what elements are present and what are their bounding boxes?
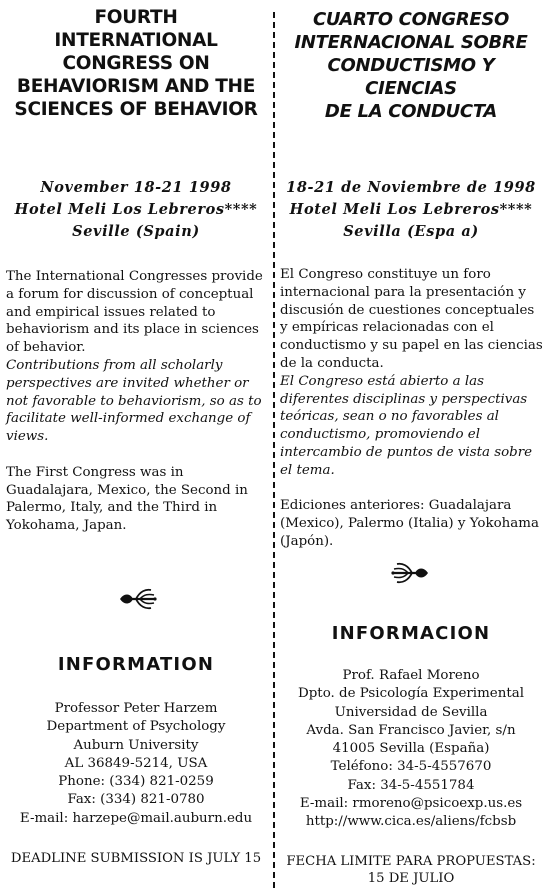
contact-block-es xyxy=(277,667,545,832)
event-date: November 18-21 1998 xyxy=(40,179,232,196)
history-paragraph: Ediciones anteriores: Guadalajara (Mexico), Palermo (Italia) y Yokohama (Japón). xyxy=(280,498,539,549)
contact-block-en xyxy=(0,700,272,828)
title-line: CUARTO CONGRESO xyxy=(312,9,510,30)
event-city: Seville (Spain) xyxy=(72,223,200,240)
event-venue: Hotel Meli Los Lebreros**** xyxy=(14,201,258,218)
contact-line: Universidad de Sevilla xyxy=(334,704,488,720)
description-paragraph: El Congreso constituye un foro internacional para la presentación y discusión de cuestiones conceptuales y empíricas relacionadas con el conductismo y su papel en las ciencias de la conducta. xyxy=(280,267,543,371)
title-line: INTERNATIONAL xyxy=(54,30,218,51)
congress-title-es xyxy=(277,8,545,123)
contact-email: E-mail: rmoreno@psicoexp.us.es xyxy=(299,796,523,812)
title-line: FOURTH xyxy=(94,7,178,28)
information-heading: INFORMATION xyxy=(57,654,215,675)
contact-line: Department of Psychology xyxy=(46,719,226,735)
contact-line: Dpto. de Psicología Experimental xyxy=(298,686,524,702)
fleuron-icon xyxy=(390,560,430,591)
deadline-line: DEADLINE SUBMISSION IS JULY 15 xyxy=(10,851,262,866)
event-date: 18-21 de Noviembre de 1998 xyxy=(286,179,536,196)
column-divider xyxy=(273,12,275,888)
contact-line: 41005 Sevilla (España) xyxy=(332,741,490,757)
contact-url: http://www.cica.es/aliens/fcbsb xyxy=(305,814,517,830)
title-line: BEHAVIORISM AND THE xyxy=(16,76,256,97)
description-en xyxy=(6,268,270,535)
title-line: CIENCIAS xyxy=(365,78,457,99)
deadline-line: FECHA LIMITE PARA PROPUESTAS: xyxy=(286,854,536,869)
description-paragraph: The International Congresses provide a forum for discussion of conceptual and empirical issues related to behaviorism and its place in sciences of behavior. xyxy=(6,269,263,356)
deadline-es xyxy=(277,853,545,887)
contact-line: Avda. San Francisco Javier, s/n xyxy=(306,722,516,738)
title-line: SCIENCES OF BEHAVIOR xyxy=(14,99,258,120)
title-line: CONDUCTISMO Y xyxy=(327,55,495,76)
contact-line: Professor Peter Harzem xyxy=(54,701,218,716)
contact-line: Phone: (334) 821-0259 xyxy=(58,774,214,790)
deadline-en xyxy=(0,850,272,867)
deadline-line: 15 DE JULIO xyxy=(367,871,455,886)
contact-line: Auburn University xyxy=(73,737,199,753)
contact-line: AL 36849-5214, USA xyxy=(64,755,208,771)
congress-title-en xyxy=(0,6,272,121)
history-paragraph: The First Congress was in Guadalajara, Mexico, the Second in Palermo, Italy, and the Third in Yokohama, Japan. xyxy=(6,464,248,534)
description-italic-paragraph: El Congreso está abierto a las diferentes disciplinas y perspectivas teóricas, sean o no favorables al conductismo, promoviendo el intercambio de puntos de vista sobre el tema. xyxy=(280,373,533,478)
fleuron-icon xyxy=(118,586,158,617)
title-line: DE LA CONDUCTA xyxy=(324,101,498,122)
english-column xyxy=(0,0,272,888)
spanish-column xyxy=(277,0,545,888)
informacion-heading: INFORMACION xyxy=(331,623,491,644)
contact-line: Prof. Rafael Moreno xyxy=(342,668,480,683)
contact-line: Teléfono: 34-5-4557670 xyxy=(330,759,492,775)
event-details-en xyxy=(0,177,272,243)
event-details-es xyxy=(277,177,545,243)
title-line: CONGRESS ON xyxy=(62,53,210,74)
description-italic-paragraph: Contributions from all scholarly perspectives are invited whether or not favorable to behaviorism, so as to facilitate well-informed exchange of views. xyxy=(6,357,262,445)
contact-email: E-mail: harzepe@mail.auburn.edu xyxy=(19,810,253,826)
event-venue: Hotel Meli Los Lebreros**** xyxy=(289,201,533,218)
title-line: INTERNACIONAL SOBRE xyxy=(294,32,528,53)
event-city: Sevilla (Espa a) xyxy=(343,223,479,240)
contact-line: Fax: (334) 821-0780 xyxy=(67,792,205,808)
contact-line: Fax: 34-5-4551784 xyxy=(347,777,475,793)
description-es xyxy=(280,266,544,551)
